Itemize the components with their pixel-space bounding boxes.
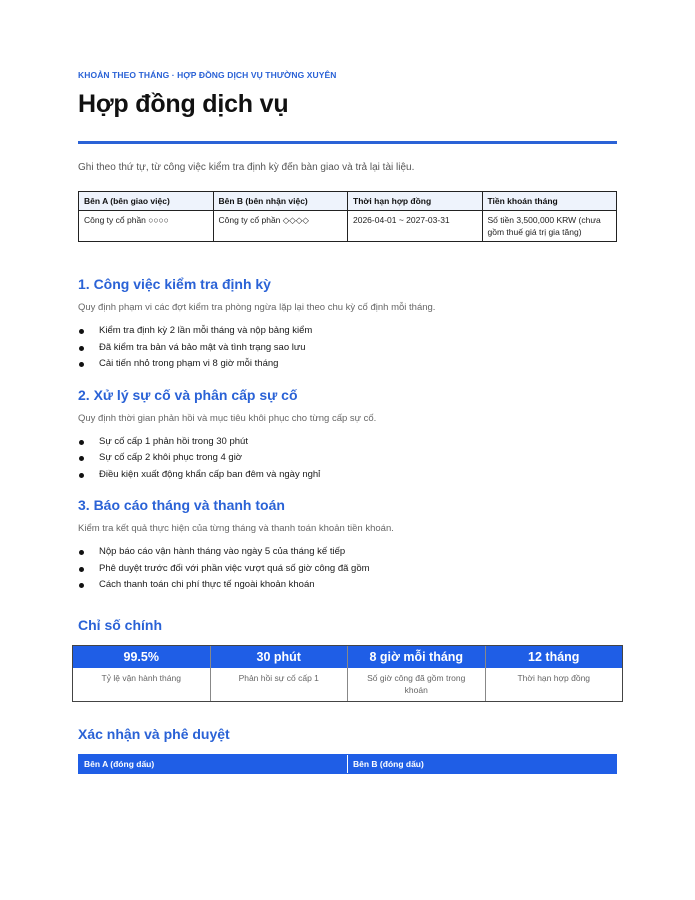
list-item: Sự cố cấp 2 khôi phục trong 4 giờ: [78, 450, 617, 467]
page-title: Hợp đồng dịch vụ: [78, 90, 289, 118]
kpi-value: 8 giờ mỗi tháng: [348, 646, 485, 668]
section-desc-reporting: Kiểm tra kết quả thực hiện của từng tháng và thanh toán khoản tiền khoán.: [78, 523, 394, 534]
kpi-value: 30 phút: [211, 646, 348, 668]
section-list-inspection: [78, 323, 617, 373]
list-item: Điều kiện xuất động khẩn cấp ban đêm và ngày nghỉ: [78, 467, 617, 484]
section-list-incident: [78, 434, 617, 484]
cell-monthly-fee: Số tiền 3,500,000 KRW (chưa gồm thuế giá trị gia tăng): [482, 211, 617, 242]
kpi-card-response: [211, 646, 349, 701]
kpi-section-title: Chỉ số chính: [78, 616, 162, 633]
signature-party-a: Bên A (đóng dấu): [79, 755, 348, 773]
kpi-grid: [72, 645, 623, 702]
section-desc-incident: Quy định thời gian phản hồi và mục tiêu khôi phục cho từng cấp sự cố.: [78, 412, 377, 424]
section-desc-inspection: Quy định phạm vi các đợt kiểm tra phòng ngừa lặp lại theo chu kỳ cố định mỗi tháng.: [78, 302, 436, 313]
list-item: Sự cố cấp 1 phản hồi trong 30 phút: [78, 434, 617, 451]
kpi-label: Tỷ lệ vận hành tháng: [101, 672, 181, 683]
contract-info-table: [78, 191, 617, 242]
header-monthly-fee: Tiền khoán tháng: [482, 192, 617, 211]
intro-text: Ghi theo thứ tự, từ công việc kiểm tra định kỳ đến bàn giao và trả lại tài liệu.: [78, 162, 415, 173]
header-party-a: Bên A (bên giao việc): [79, 192, 214, 211]
kpi-label: Số giờ công đã gồm trong khoán: [367, 672, 466, 695]
kpi-card-hours: [348, 646, 486, 701]
section-title-incident: 2. Xử lý sự cố và phân cấp sự cố: [78, 386, 298, 403]
kpi-card-term: [486, 646, 623, 701]
list-item: Cách thanh toán chi phí thực tế ngoài khoản khoán: [78, 577, 617, 594]
list-item: Nộp báo cáo vận hành tháng vào ngày 5 của tháng kế tiếp: [78, 544, 617, 561]
section-list-reporting: [78, 544, 617, 594]
list-item: Đã kiểm tra bản vá bảo mật và tình trạng sao lưu: [78, 340, 617, 357]
section-title-inspection: 1. Công việc kiểm tra định kỳ: [78, 276, 271, 292]
cell-party-a: Công ty cổ phần ○○○○: [79, 211, 214, 242]
table-header-row: [79, 192, 617, 211]
header-term: Thời hạn hợp đồng: [348, 192, 483, 211]
table-row: [79, 211, 617, 242]
list-item: Kiểm tra định kỳ 2 lần mỗi tháng và nộp bảng kiểm: [78, 323, 617, 340]
kpi-card-uptime: [73, 646, 211, 701]
cell-term: 2026-04-01 ~ 2027-03-31: [348, 211, 483, 242]
kpi-label: Thời hạn hợp đồng: [517, 672, 591, 683]
section-title-reporting: 3. Báo cáo tháng và thanh toán: [78, 497, 285, 513]
kpi-value: 12 tháng: [486, 646, 623, 668]
signature-party-b: Bên B (đóng dấu): [348, 755, 616, 773]
header-party-b: Bên B (bên nhận việc): [213, 192, 348, 211]
list-item: Phê duyệt trước đối với phần việc vượt quá số giờ công đã gồm: [78, 561, 617, 578]
kpi-value: 99.5%: [73, 646, 210, 668]
kpi-label: Phản hồi sự cố cấp 1: [238, 672, 319, 683]
list-item: Cải tiến nhỏ trong phạm vi 8 giờ mỗi tháng: [78, 356, 617, 373]
approval-section-title: Xác nhận và phê duyệt: [78, 725, 230, 742]
approval-table: [78, 754, 617, 774]
title-divider: [78, 141, 617, 144]
document-eyebrow: KHOẢN THEO THÁNG · HỢP ĐỒNG DỊCH VỤ THƯỜNG XUYÊN: [78, 70, 337, 80]
cell-party-b: Công ty cổ phần ◇◇◇◇: [213, 211, 348, 242]
